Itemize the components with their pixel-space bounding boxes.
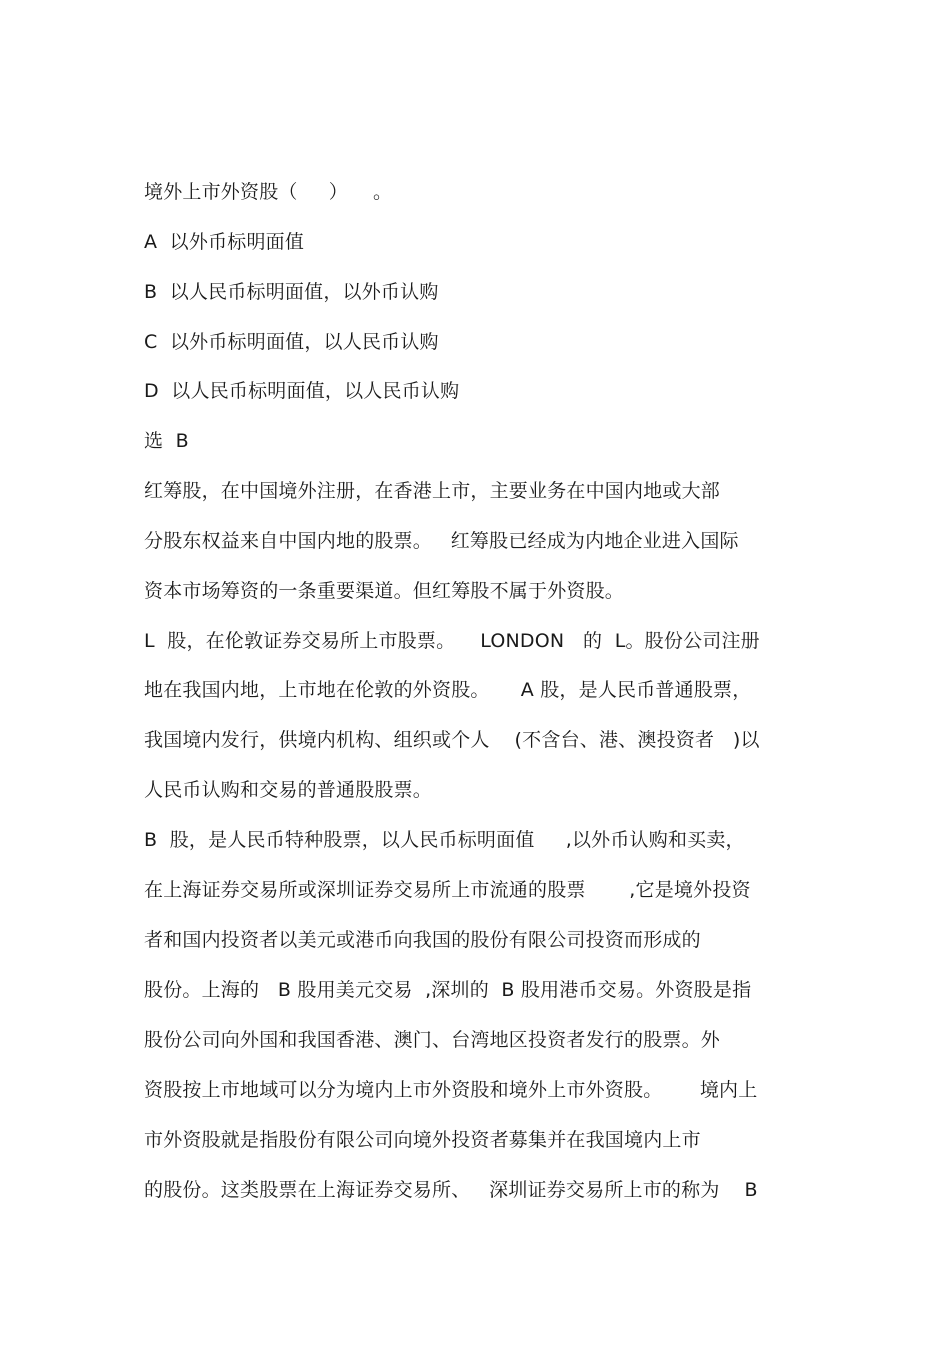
- answer-text: 选 B: [144, 430, 189, 452]
- explanation-line: 资本市场筹资的一条重要渠道。但红筹股不属于外资股。: [144, 580, 625, 602]
- explanation-line: L 股，在伦敦证券交易所上市股票。 LONDON 的 L。股份公司注册: [144, 630, 760, 652]
- option-b: B 以人民币标明面值，以外币认购: [144, 281, 439, 303]
- explanation-line: 红筹股，在中国境外注册，在香港上市，主要业务在中国内地或大部: [144, 480, 721, 502]
- explanation-line: 市外资股就是指股份有限公司向境外投资者募集并在我国境内上市: [144, 1129, 701, 1151]
- explanation-line: 在上海证券交易所或深圳证券交易所上市流通的股票 ,它是境外投资: [144, 879, 751, 901]
- explanation-line: 股份。上海的 B 股用美元交易 ,深圳的 B 股用港币交易。外资股是指: [144, 979, 752, 1001]
- explanation-line: 地在我国内地，上市地在伦敦的外资股。 A 股，是人民币普通股票，: [144, 679, 752, 701]
- explanation-line: B 股，是人民币特种股票，以人民币标明面值 ,以外币认购和买卖，: [144, 829, 745, 851]
- explanation-line: 分股东权益来自中国内地的股票。 红筹股已经成为内地企业进入国际: [144, 530, 739, 552]
- option-a: A 以外币标明面值: [144, 231, 305, 253]
- option-c: C 以外币标明面值，以人民币认购: [144, 331, 439, 353]
- explanation-line: 的股份。这类股票在上海证券交易所、 深圳证券交易所上市的称为 B: [144, 1179, 758, 1201]
- question-text: 境外上市外资股（ ） 。: [144, 181, 393, 203]
- explanation-line: 人民币认购和交易的普通股股票。: [144, 779, 433, 801]
- explanation-line: 者和国内投资者以美元或港币向我国的股份有限公司投资而形成的: [144, 929, 701, 951]
- explanation-line: 股份公司向外国和我国香港、澳门、台湾地区投资者发行的股票。外: [144, 1029, 721, 1051]
- explanation-line: 资股按上市地域可以分为境内上市外资股和境外上市外资股。 境内上: [144, 1079, 758, 1101]
- explanation-line: 我国境内发行，供境内机构、组织或个人 (不含台、港、澳投资者 )以: [144, 729, 760, 751]
- option-d: D 以人民币标明面值，以人民币认购: [144, 380, 460, 402]
